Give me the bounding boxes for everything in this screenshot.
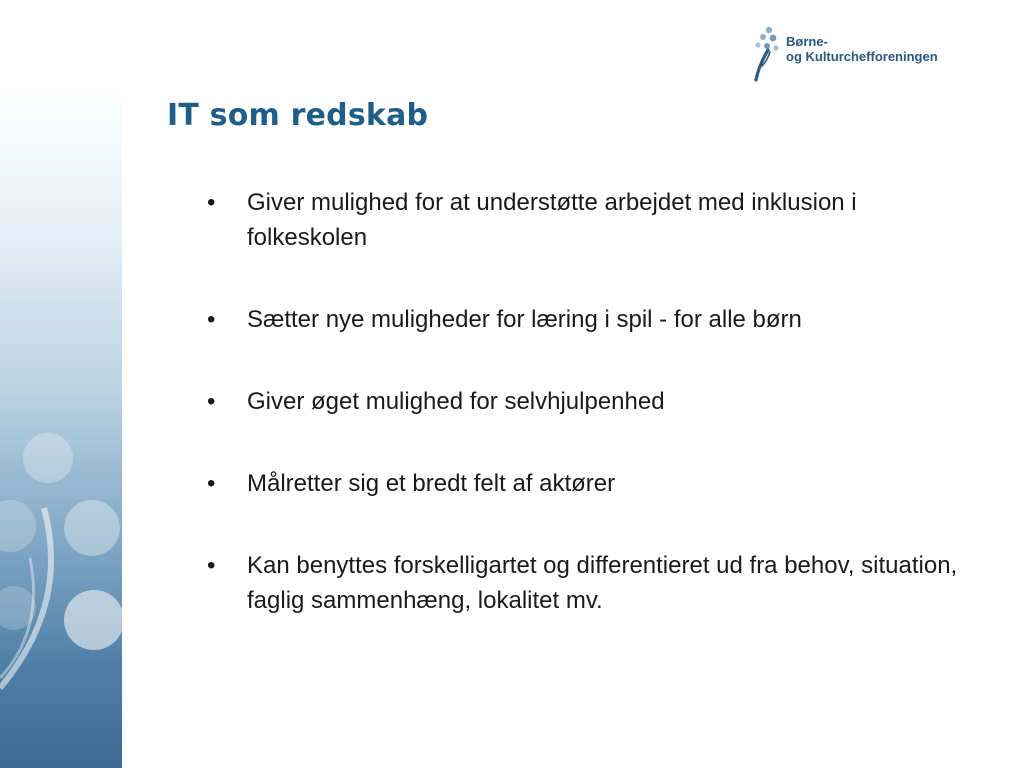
bullet-list — [207, 185, 977, 665]
organization-logo — [752, 26, 962, 84]
logo-line-2: og Kulturchefforeningen — [786, 49, 938, 64]
bullet-text: Målretter sig et bredt felt af aktører — [247, 470, 616, 497]
bullet-item — [207, 466, 977, 501]
bullet-item — [207, 185, 977, 255]
bullet-text: Kan benyttes forskelligartet og differentieret ud fra behov, situation, faglig sammenhæng, lokalitet mv. — [247, 552, 958, 614]
bullet-dot: • — [207, 388, 216, 415]
bullet-text: Sætter nye muligheder for læring i spil - for alle børn — [247, 306, 802, 333]
bullet-dot: • — [207, 189, 216, 216]
logo-wordmark — [786, 34, 938, 64]
bullet-text: Giver mulighed for at understøtte arbejdet med inklusion i folkeskolen — [247, 189, 857, 251]
slide-title: IT som redskab — [167, 98, 429, 133]
side-decoration-band — [0, 88, 122, 768]
bubbles-decoration — [0, 88, 122, 768]
bullet-dot: • — [207, 470, 216, 497]
bullet-item — [207, 302, 977, 337]
bullet-dot: • — [207, 306, 216, 333]
logo-line-1: Børne- — [786, 34, 828, 49]
bullet-item — [207, 548, 977, 618]
bullet-item — [207, 384, 977, 419]
bullet-text: Giver øget mulighed for selvhjulpenhed — [247, 388, 665, 415]
bullet-dot: • — [207, 552, 216, 579]
logo-mark-icon — [752, 26, 784, 82]
